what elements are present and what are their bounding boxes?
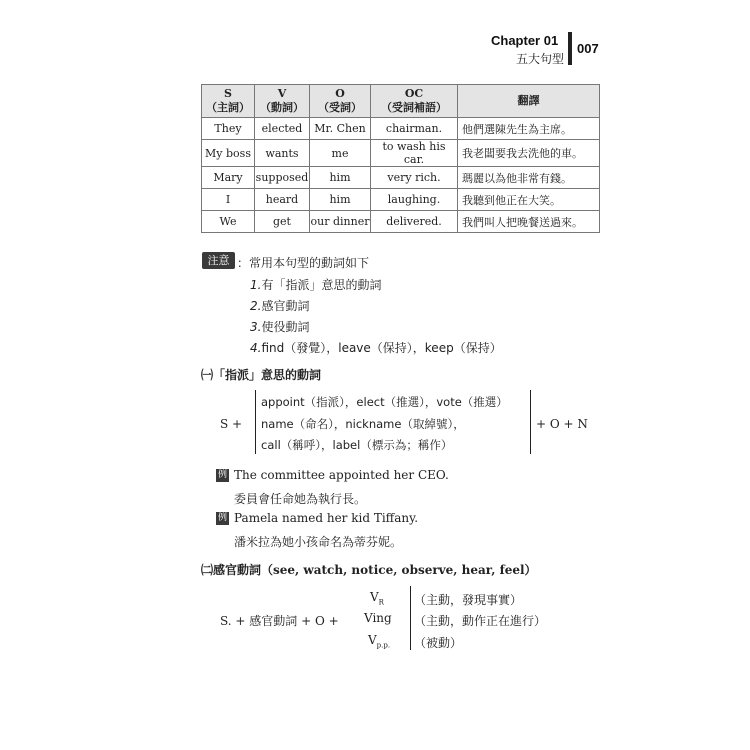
form-meaning: （主動，動作正在進行） <box>414 614 547 628</box>
table-row <box>202 211 600 233</box>
note-intro: ：常用本句型的動詞如下 <box>237 256 370 270</box>
verb-line: appoint（指派），elect（推選），vote（推選） <box>261 395 508 409</box>
item-number: 2. <box>250 299 262 313</box>
complement-cell: to wash his car. <box>371 140 458 167</box>
header-bottom: （受詞補語） <box>381 101 447 114</box>
subject-cell: Mary <box>202 167 255 189</box>
item-text: 有「指派」意思的動詞 <box>261 278 382 292</box>
subject-cell: They <box>202 118 255 140</box>
section2-heading <box>201 561 537 578</box>
header-cell-translation <box>458 85 600 118</box>
subject-cell: My boss <box>202 140 255 167</box>
chapter-subtitle: 五大句型 <box>516 52 565 66</box>
example-english: The committee appointed her CEO. <box>234 468 449 482</box>
object-cell: our dinner <box>310 211 371 233</box>
example-badge: 例 <box>217 470 227 480</box>
complement-cell: laughing. <box>371 189 458 211</box>
header-bottom: （主詞） <box>206 101 250 114</box>
section1-formula-right: + O + N <box>536 417 588 431</box>
form-sub: p.p. <box>376 641 391 650</box>
section1-formula-left: S + <box>220 417 243 431</box>
note-badge: 注意 <box>202 252 235 269</box>
verb-form <box>370 590 384 606</box>
table-row <box>202 140 600 167</box>
header-top: V <box>277 87 287 100</box>
complement-cell: delivered. <box>371 211 458 233</box>
verb-line: call（稱呼），label（標示為；稱作） <box>261 438 453 452</box>
sentence-pattern-table <box>201 84 600 233</box>
verb-form <box>368 633 390 649</box>
complement-cell: very rich. <box>371 167 458 189</box>
header-top: O <box>335 87 345 100</box>
form-meaning: （主動，發現事實） <box>414 593 523 607</box>
table-row <box>202 167 600 189</box>
table-header-row <box>202 85 600 118</box>
example-chinese: 委員會任命她為執行長。 <box>234 492 367 506</box>
section1-bracket-left <box>255 390 256 454</box>
example-chinese: 潘米拉為她小孩命名為蒂芬妮。 <box>234 535 403 549</box>
verb-cell: heard <box>255 189 310 211</box>
header-cell-v <box>255 85 310 118</box>
item-number: 1. <box>250 278 262 292</box>
chapter-label: Chapter 01 <box>491 33 559 48</box>
page-number: 007 <box>577 41 599 56</box>
subject-cell: We <box>202 211 255 233</box>
form-main: Ving <box>364 611 392 625</box>
table-row <box>202 189 600 211</box>
object-cell: me <box>310 140 371 167</box>
object-cell: him <box>310 167 371 189</box>
section1-bracket-right <box>530 390 531 454</box>
verb-form <box>364 611 392 625</box>
section2-heading-zh: ㈡感官動詞 <box>201 563 262 577</box>
item-number: 4. <box>250 341 262 355</box>
verb-cell: supposed <box>255 167 310 189</box>
example-badge: 例 <box>217 513 227 523</box>
form-main: V <box>370 590 379 604</box>
header-bottom: （動詞） <box>260 101 304 114</box>
item-number: 3. <box>250 320 262 334</box>
translation-cell: 我聽到他正在大笑。 <box>458 189 600 211</box>
note-item <box>250 276 381 293</box>
verb-cell: wants <box>255 140 310 167</box>
header-bottom: （受詞） <box>318 101 362 114</box>
header-top: S <box>224 87 232 100</box>
header-top: OC <box>404 87 424 100</box>
translation-cell: 他們選陳先生為主席。 <box>458 118 600 140</box>
object-cell: him <box>310 189 371 211</box>
section2-formula-left: S. + 感官動詞 + O + <box>220 614 339 628</box>
header-cell-oc <box>371 85 458 118</box>
note-item <box>250 339 502 356</box>
table-row <box>202 118 600 140</box>
item-text: 感官動詞 <box>261 299 310 313</box>
verb-cell: elected <box>255 118 310 140</box>
section2-bracket <box>410 586 411 650</box>
section2-heading-en: （see, watch, notice, observe, hear, feel） <box>261 563 537 577</box>
verb-cell: get <box>255 211 310 233</box>
translation-cell: 我們叫人把晚餐送過來。 <box>458 211 600 233</box>
subject-cell: I <box>202 189 255 211</box>
section1-heading: ㈠「指派」意思的動詞 <box>201 368 322 382</box>
example-english: Pamela named her kid Tiffany. <box>234 511 419 525</box>
form-main: V <box>368 633 377 647</box>
note-item <box>250 318 309 335</box>
header-top: 翻譯 <box>517 94 540 107</box>
header-cell-o <box>310 85 371 118</box>
item-text: find（發覺），leave（保持），keep（保持） <box>261 341 502 355</box>
form-meaning: （被動） <box>414 636 463 650</box>
translation-cell: 瑪麗以為他非常有錢。 <box>458 167 600 189</box>
verb-line: name（命名），nickname（取綽號）， <box>261 417 465 431</box>
header-divider <box>568 32 572 65</box>
complement-cell: chairman. <box>371 118 458 140</box>
object-cell: Mr. Chen <box>310 118 371 140</box>
note-item <box>250 297 309 314</box>
form-sub: R <box>378 598 384 607</box>
header-cell-s <box>202 85 255 118</box>
item-text: 使役動詞 <box>261 320 310 334</box>
translation-cell: 我老闆要我去洗他的車。 <box>458 140 600 167</box>
